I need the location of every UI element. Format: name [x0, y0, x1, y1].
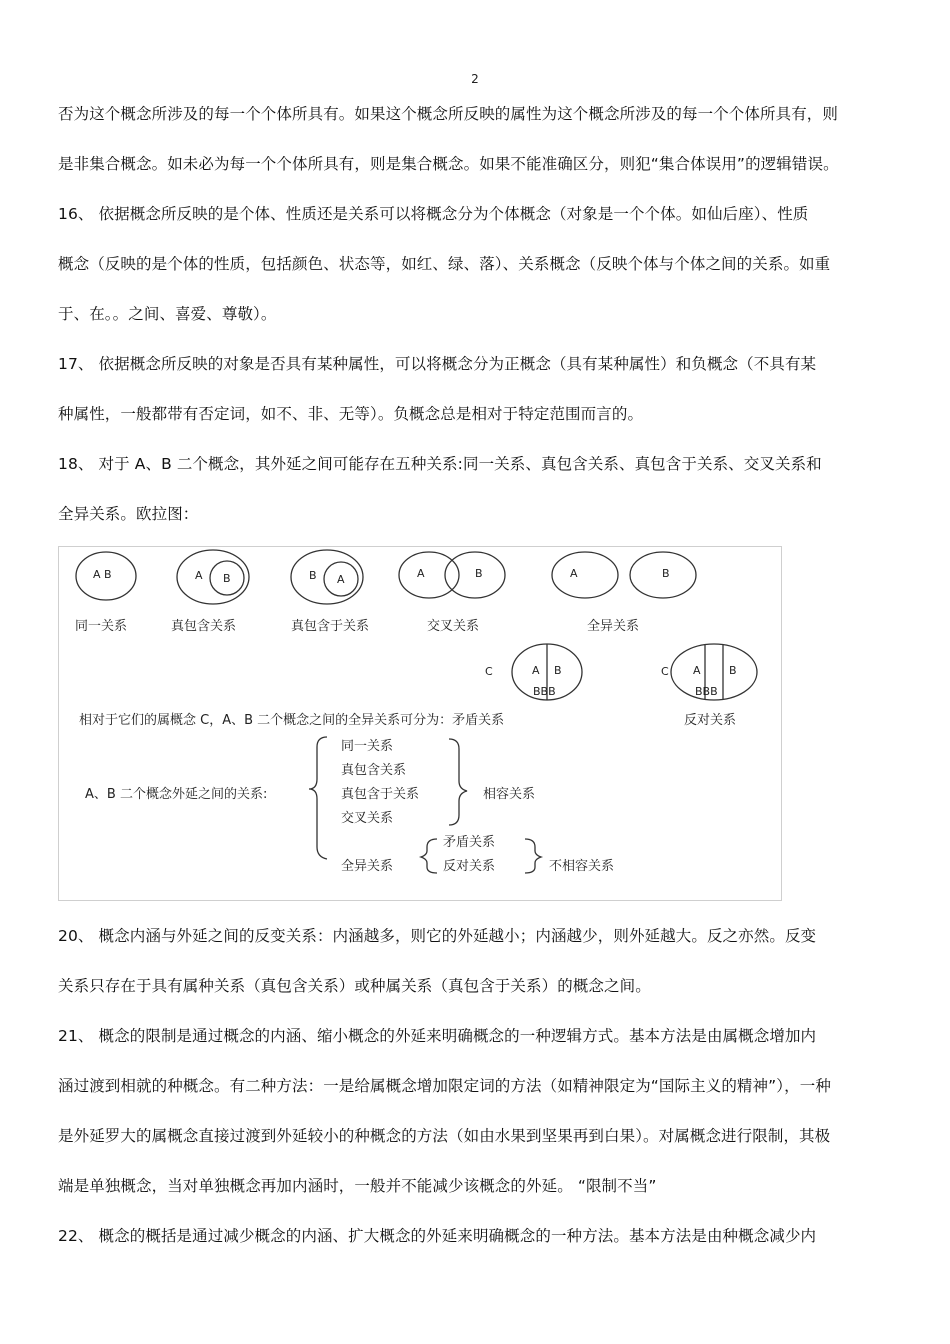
contained-inner-label: A: [337, 573, 345, 586]
opposite-bottom-label: BBB: [695, 685, 718, 698]
text-line: 21、 概念的限制是通过概念的内涵、缩小概念的外延来明确概念的一种逻辑方式。基本方法是由属概念增加内: [58, 1027, 817, 1045]
text-line: 20、 概念内涵与外延之间的反变关系：内涵越多，则它的外延越小；内涵越少，则外延越大。反之亦然。反变: [58, 927, 817, 945]
text-line: 种属性，一般都带有否定词，如不、非、无等）。负概念总是相对于特定范围而言的。: [58, 405, 644, 423]
compatible-right-brace: [449, 739, 467, 825]
tree-left-brace: [309, 737, 327, 859]
contradictory-b-label: B: [554, 664, 562, 677]
contradictory-a-label: A: [532, 664, 540, 677]
page-number: 2: [471, 72, 479, 86]
tree-compatible-item: 真包含关系: [341, 763, 407, 778]
cross-a-label: A: [417, 567, 425, 580]
opposite-a-label: A: [693, 664, 701, 677]
contain-outer-circle: [177, 550, 249, 604]
text-line: 18、 对于 A、B 二个概念，其外延之间可能存在五种关系:同一关系、真包含关系、真包含于关系、交叉关系和: [58, 455, 822, 473]
opposite-caption: 反对关系: [684, 713, 737, 728]
compatible-label: 相容关系: [483, 787, 536, 802]
genus-relation-line: 相对于它们的属概念 C，A、B 二个概念之间的全异关系可分为：矛盾关系: [79, 713, 505, 728]
text-line: 全异关系。欧拉图：: [58, 505, 199, 523]
contradictory-bottom-label: BBB: [533, 685, 556, 698]
tree-compatible-item: 交叉关系: [341, 811, 394, 826]
cross-circle-a: [399, 552, 459, 598]
text-line: 22、 概念的概括是通过减少概念的内涵、扩大概念的外延来明确概念的一种方法。基本方法是由种概念减少内: [58, 1227, 817, 1245]
disjoint-circle-a: [552, 552, 618, 598]
cross-b-label: B: [475, 567, 483, 580]
text-line: 是非集合概念。如未必为每一个个体所具有，则是集合概念。如果不能准确区分，则犯“集合体误用”的逻辑错误。: [58, 155, 839, 173]
tree-compatible-item: 同一关系: [341, 739, 394, 754]
caption-same-relation: 同一关系: [75, 619, 128, 634]
incompatible-label: 不相容关系: [549, 859, 615, 874]
opposite-b-label: B: [729, 664, 737, 677]
tree-disjoint-item: 反对关系: [443, 859, 496, 874]
caption-disjoint: 全异关系: [587, 619, 640, 634]
text-line: 概念（反映的是个体的性质，包括颜色、状态等，如红、绿、落）、关系概念（反映个体与个体之间的关系。如重: [58, 255, 831, 273]
opposite-c-label: C: [661, 665, 669, 678]
caption-contained-in: 真包含于关系: [291, 619, 370, 634]
text-line: 16、 依据概念所反映的是个体、性质还是关系可以将概念分为个体概念（对象是一个个体。如仙后座）、性质: [58, 205, 809, 223]
disjoint-b-label: B: [662, 567, 670, 580]
text-line: 端是单独概念，当对单独概念再加内涵时，一般并不能减少该概念的外延。 “限制不当”: [58, 1177, 657, 1195]
text-line: 是外延罗大的属概念直接过渡到外延较小的种概念的方法（如由水果到坚果再到白果）。对属概念进行限制，其极: [58, 1127, 831, 1145]
tree-disjoint-root: 全异关系: [341, 859, 394, 874]
tree-root-label: A、B 二个概念外延之间的关系:: [85, 787, 268, 802]
text-line: 关系只存在于具有属种关系（真包含关系）或种属关系（真包含于关系）的概念之间。: [58, 977, 651, 995]
text-line: 于、在。。之间、喜爱、尊敬）。: [58, 305, 277, 323]
contained-outer-circle: [291, 550, 363, 604]
caption-cross: 交叉关系: [427, 619, 480, 634]
text-line: 涵过渡到相就的种概念。有二种方法：一是给属概念增加限定词的方法（如精神限定为“国际主义的精神”），一种: [58, 1077, 831, 1095]
caption-true-containment: 真包含关系: [171, 619, 237, 634]
contained-outer-label: B: [309, 569, 317, 582]
text-line: 否为这个概念所涉及的每一个个体所具有。如果这个概念所反映的属性为这个概念所涉及的每一个个体所具有，则: [58, 105, 839, 123]
tree-compatible-item: 真包含于关系: [341, 787, 420, 802]
disjoint-right-brace: [525, 839, 541, 873]
euler-diagram-figure: [58, 546, 782, 901]
same-circle-label: A B: [93, 568, 112, 581]
disjoint-left-brace: [421, 839, 437, 873]
text-line: 17、 依据概念所反映的对象是否具有某种属性，可以将概念分为正概念（具有某种属性）和负概念（不具有某: [58, 355, 817, 373]
contain-inner-label: B: [223, 572, 231, 585]
disjoint-a-label: A: [570, 567, 578, 580]
tree-disjoint-item: 矛盾关系: [443, 835, 496, 850]
contradictory-c-label: C: [485, 665, 493, 678]
contain-outer-label: A: [195, 569, 203, 582]
